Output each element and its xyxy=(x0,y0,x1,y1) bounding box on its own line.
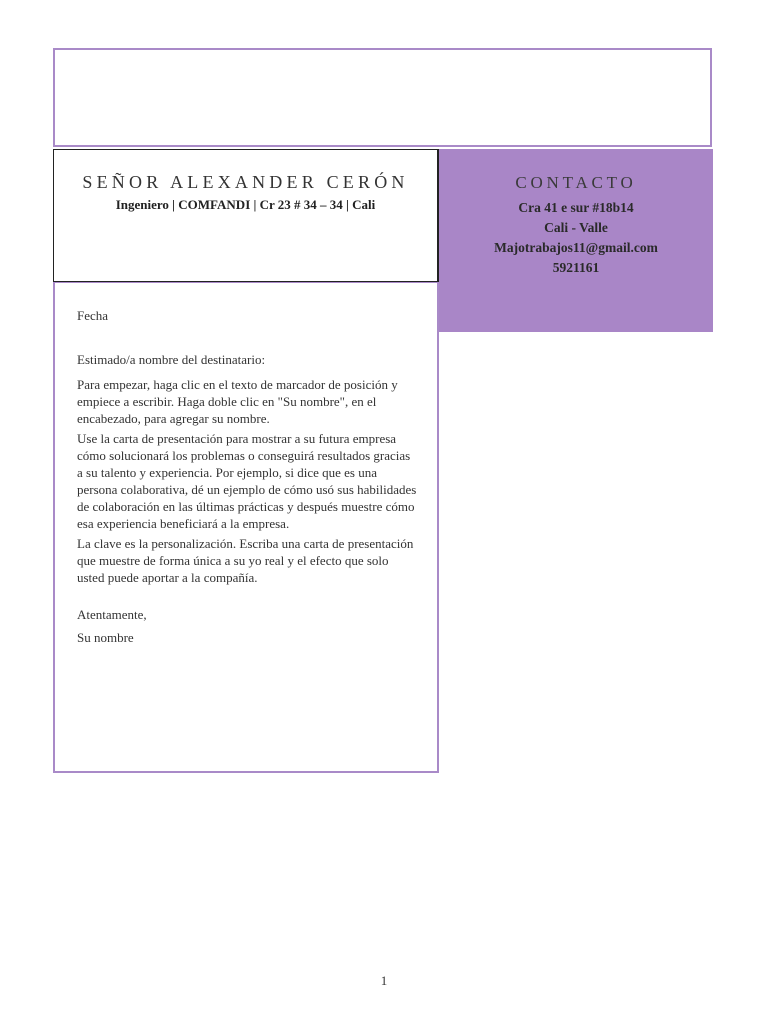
contact-address: Cra 41 e sur #18b14 xyxy=(518,200,634,215)
paragraph-1: Para empezar, haga clic en el texto de marcador de posición y empiece a escribir. Haga doble clic en "Su nombre", en el encabezado, para agregar su nombre. xyxy=(77,377,398,426)
contact-email: Majotrabajos11@gmail.com xyxy=(494,240,658,255)
recipient-header xyxy=(53,149,439,282)
contact-city: Cali - Valle xyxy=(544,220,608,235)
contact-details xyxy=(439,198,713,278)
contact-phone: 5921161 xyxy=(552,260,600,275)
paragraph-3: La clave es la personalización. Escriba una carta de presentación que muestre de forma única a su yo real y el efecto que solo usted puede aportar a la compañía. xyxy=(77,536,414,585)
closing: Atentamente, xyxy=(77,607,147,622)
letter-body xyxy=(53,282,439,773)
contact-title: CONTACTO xyxy=(515,173,637,192)
page-number: 1 xyxy=(380,973,388,988)
contact-panel xyxy=(439,149,713,332)
recipient-details: Ingeniero | COMFANDI | Cr 23 # 34 – 34 | Cali xyxy=(115,197,376,212)
header-banner-box xyxy=(53,48,712,147)
greeting: Estimado/a nombre del destinatario: xyxy=(77,352,266,367)
signature: Su nombre xyxy=(77,630,134,645)
recipient-name: SEÑOR ALEXANDER CERÓN xyxy=(82,172,409,192)
date-field: Fecha xyxy=(77,308,109,323)
paragraph-2: Use la carta de presentación para mostrar a su futura empresa cómo solucionará los problemas o conseguirá resultados gracias a su talento y experiencia. Por ejemplo, si dice que es una persona colaborativa, dé un ejemplo de cómo usó sus habilidades de colaboración en las últimas prácticas y después muestre cómo esa experiencia beneficiará a la empresa. xyxy=(77,431,417,531)
